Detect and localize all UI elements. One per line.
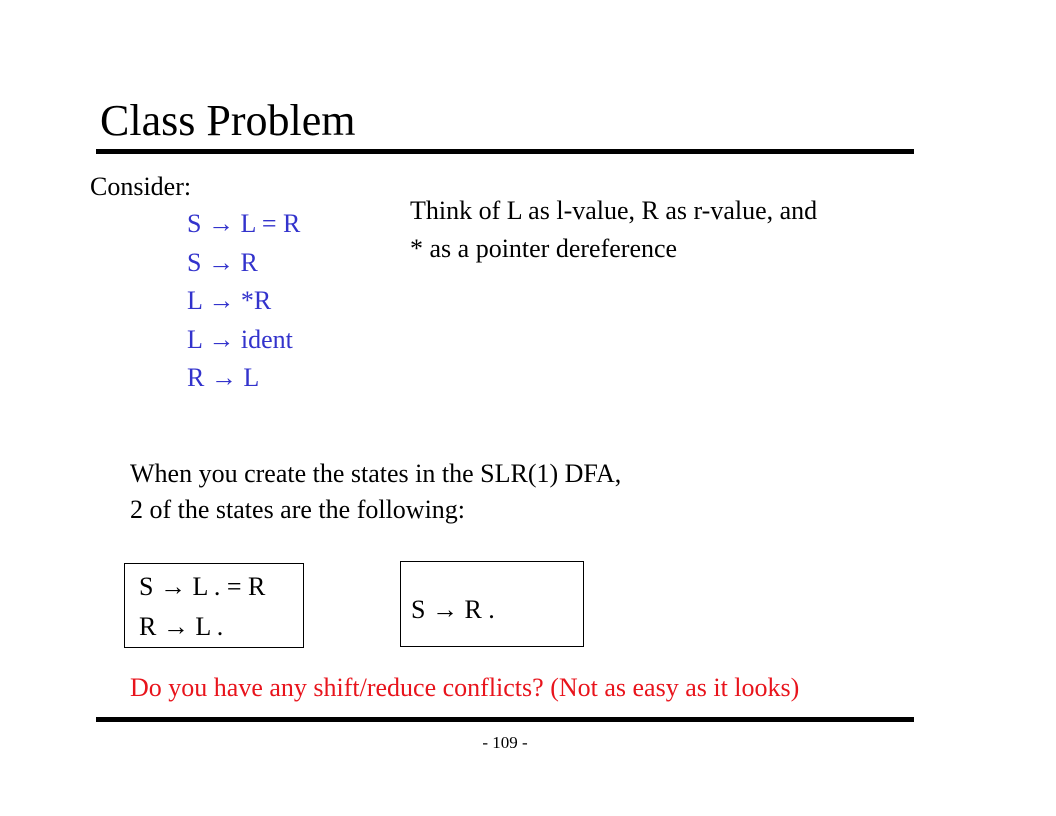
consider-label: Consider: xyxy=(90,172,192,201)
page-number: - 109 - xyxy=(482,733,528,752)
footer-divider xyxy=(96,717,914,722)
grammar-rule: L → ident xyxy=(187,324,293,354)
note-line: * as a pointer dereference xyxy=(410,234,678,263)
grammar-rules xyxy=(187,205,300,398)
explanation-note xyxy=(410,192,817,268)
slide-title: Class Problem xyxy=(100,96,356,145)
states-intro-line: 2 of the states are the following: xyxy=(130,495,466,524)
grammar-rule: R → L xyxy=(187,363,260,392)
states-intro-line: When you create the states in the SLR(1) DFA, xyxy=(130,459,622,488)
grammar-rule: S → L = R xyxy=(187,209,301,238)
grammar-rule: S → R xyxy=(187,247,258,277)
question-text: Do you have any shift/reduce conflicts? (Not as easy as it looks) xyxy=(130,673,800,702)
note-line: Think of L as l-value, R as r-value, and xyxy=(410,196,818,225)
dfa-state-box-2 xyxy=(400,561,584,647)
grammar-rule: L → *R xyxy=(187,286,272,315)
dfa-state-box-1 xyxy=(124,563,304,648)
state-item: S → L . = R xyxy=(139,572,266,601)
states-intro xyxy=(130,456,621,528)
title-divider xyxy=(96,149,914,154)
state-item: R → L . xyxy=(139,612,224,641)
state-item: S → R . xyxy=(411,595,495,624)
